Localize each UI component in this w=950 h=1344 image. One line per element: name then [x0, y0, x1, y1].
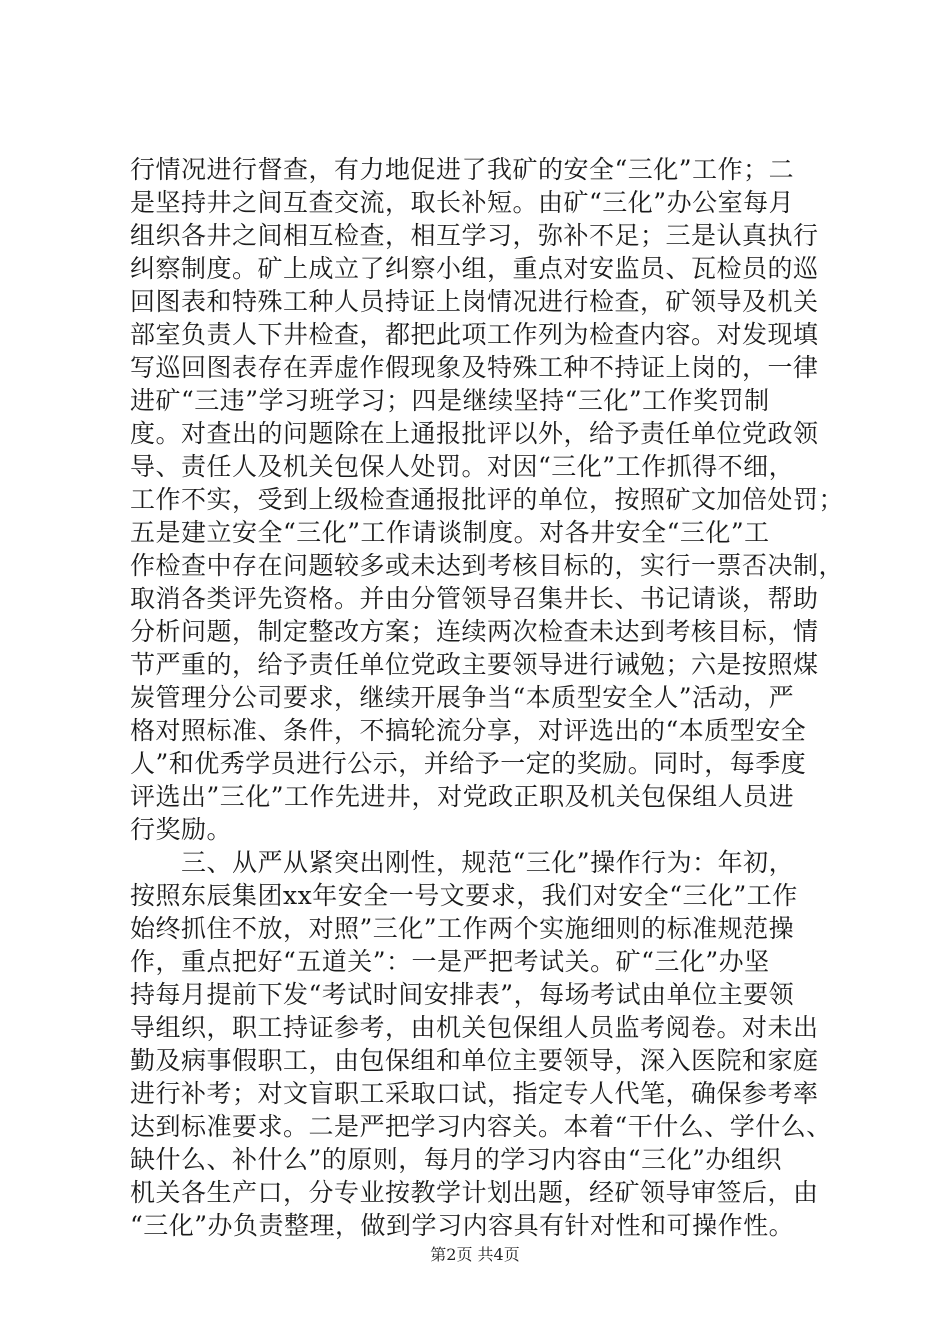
- text-line: 三、从严从紧突出刚性，规范“三化”操作行为：年初，: [130, 848, 795, 877]
- text-line: 炭管理分公司要求，继续开展争当“本质型安全人”活动，严: [130, 683, 795, 712]
- text-line: 度。对查出的问题除在上通报批评以外，给予责任单位党政领: [130, 419, 819, 448]
- text-line: 缺什么、补什么”的原则，每月的学习内容由“三化”办组织: [130, 1145, 782, 1174]
- text-line: 机关各生产口，分专业按教学计划出题，经矿领导审签后，由: [130, 1178, 819, 1207]
- text-line: 始终抓住不放，对照”三化”工作两个实施细则的标准规范操: [130, 914, 795, 943]
- text-line: 评选出”三化”工作先进井，对党政正职及机关包保组人员进: [130, 782, 795, 811]
- text-line: 节严重的，给予责任单位党政主要领导进行诫勉；六是按照煤: [130, 650, 819, 679]
- text-line: 进矿“三违”学习班学习；四是继续坚持“三化”工作奖罚制: [130, 386, 770, 415]
- text-line: 按照东辰集团xx年安全一号文要求，我们对安全“三化”工作: [130, 881, 798, 910]
- text-line: 进行补考；对文盲职工采取口试，指定专人代笔，确保参考率: [130, 1079, 819, 1108]
- text-line: 组织各井之间相互检查，相互学习，弥补不足；三是认真执行: [130, 221, 819, 250]
- text-line: 五是建立安全“三化”工作请谈制度。对各井安全“三化”工: [130, 518, 770, 547]
- text-line: 持每月提前下发“考试时间安排表”，每场考试由单位主要领: [130, 980, 795, 1009]
- text-line: 部室负责人下井检查，都把此项工作列为检查内容。对发现填: [130, 320, 819, 349]
- text-line: 人”和优秀学员进行公示，并给予一定的奖励。同时，每季度: [130, 749, 807, 778]
- text-line: 导、责任人及机关包保人处罚。对因“三化”工作抓得不细，: [130, 452, 795, 481]
- body-text: [130, 153, 850, 1242]
- page-footer: 第2页 共4页: [430, 1245, 520, 1264]
- text-line: 写巡回图表存在弄虚作假现象及特殊工种不持证上岗的，一律: [130, 353, 819, 382]
- text-line: 导组织，职工持证参考，由机关包保组人员监考阅卷。对未出: [130, 1013, 819, 1042]
- text-line: 工作不实，受到上级检查通报批评的单位，按照矿文加倍处罚；: [130, 485, 845, 514]
- text-line: 取消各类评先资格。并由分管领导召集井长、书记请谈，帮助: [130, 584, 819, 613]
- text-line: 作，重点把好“五道关”：一是严把考试关。矿“三化”办坚: [130, 947, 770, 976]
- text-line: 是坚持井之间互查交流，取长补短。由矿“三化”办公室每月: [130, 188, 795, 217]
- text-line: 作检查中存在问题较多或未达到考核目标的，实行一票否决制，: [130, 551, 845, 580]
- text-line: “三化”办负责整理，做到学习内容具有针对性和可操作性。: [130, 1211, 795, 1240]
- text-line: 纠察制度。矿上成立了纠察小组，重点对安监员、瓦检员的巡: [130, 254, 819, 283]
- text-line: 行奖励。: [130, 815, 233, 844]
- text-line: 分析问题，制定整改方案；连续两次检查未达到考核目标，情: [130, 617, 819, 646]
- text-line: 回图表和特殊工种人员持证上岗情况进行检查，矿领导及机关: [130, 287, 819, 316]
- text-line: 达到标准要求。二是严把学习内容关。本着“干什么、学什么、: [130, 1112, 832, 1141]
- text-line: 格对照标准、条件，不搞轮流分享，对评选出的“本质型安全: [130, 716, 807, 745]
- text-line: 行情况进行督查，有力地促进了我矿的安全“三化”工作；二: [130, 155, 795, 184]
- text-line: 勤及病事假职工，由包保组和单位主要领导，深入医院和家庭: [130, 1046, 819, 1075]
